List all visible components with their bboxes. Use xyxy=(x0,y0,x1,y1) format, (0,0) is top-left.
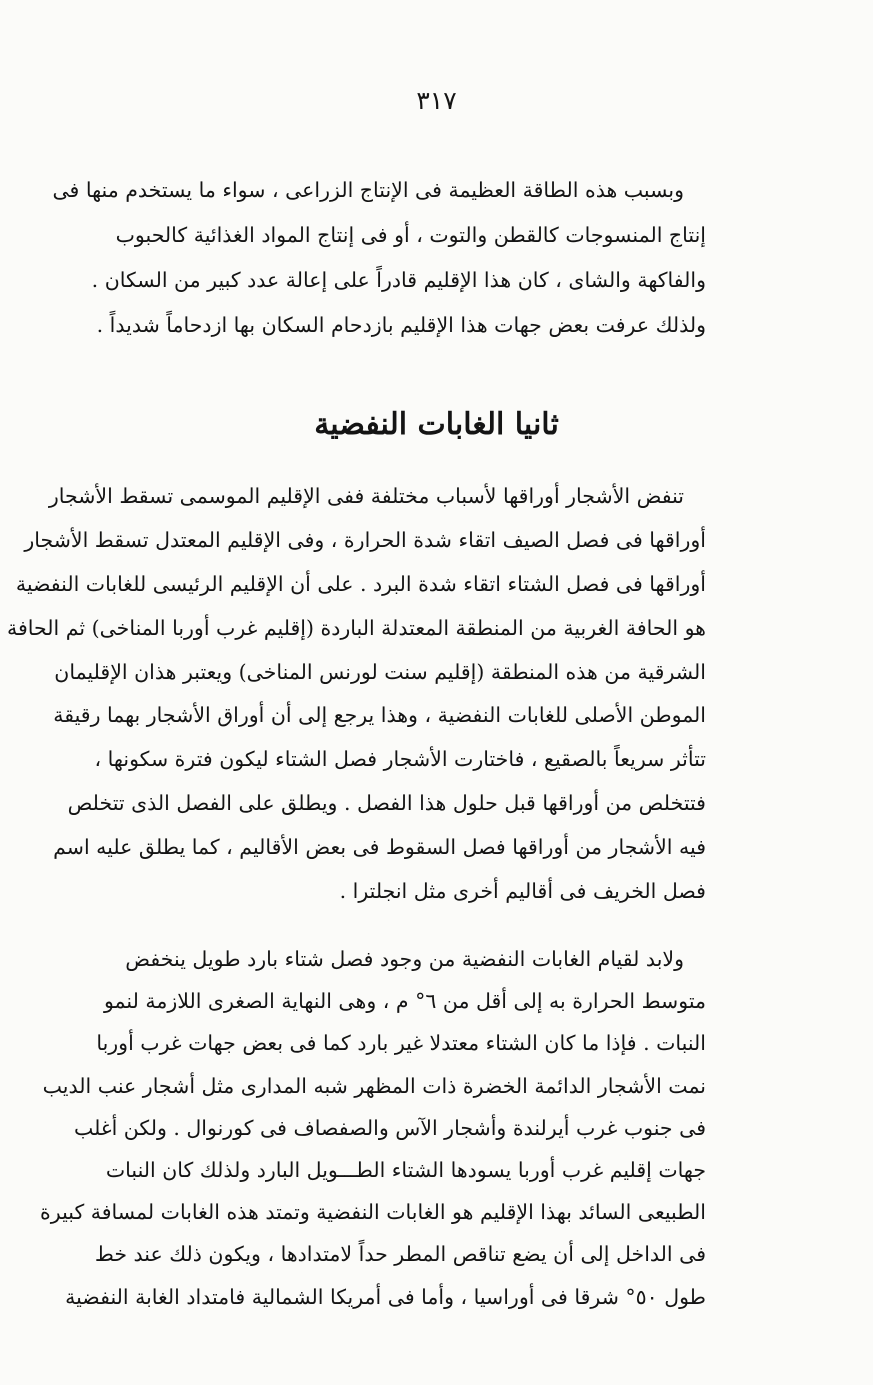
paragraph-2-line: الموطن الأصلى للغابات النفضية ، وهذا يرجع إلى أن أوراق الأشجار بهما رقيقة xyxy=(53,703,706,728)
paragraph-1-line: إنتاج المنسوجات كالقطن والتوت ، أو فى إنتاج المواد الغذائية كالحبوب xyxy=(115,223,706,247)
paragraph-2-line: تتأثر سريعاً بالصقيع ، فاختارت الأشجار فصل الشتاء ليكون فترة سكونها ، xyxy=(94,747,706,772)
paragraph-2 xyxy=(6,475,706,914)
paragraph-1 xyxy=(52,168,706,348)
paragraph-3-line: نمت الأشجار الدائمة الخضرة ذات المظهر شبه المدارى مثل أشجار عنب الديب xyxy=(42,1073,706,1098)
paragraph-3-line: النبات . فإذا ما كان الشتاء معتدلا غير بارد كما فى بعض جهات غرب أوربا xyxy=(96,1031,706,1056)
paragraph-2-line: فيه الأشجار من أوراقها فصل السقوط فى بعض الأقاليم ، كما يطلق عليه اسم xyxy=(53,835,706,860)
paragraph-3-line: فى جنوب غرب أيرلندة وأشجار الآس والصفصاف فى كورنوال . ولكن أغلب xyxy=(73,1115,706,1140)
paragraph-3-line: جهات إقليم غرب أوربا يسودها الشتاء الطـــويل البارد ولذلك كان النبات xyxy=(105,1157,706,1182)
paragraph-2-line: الشرقية من هذه المنطقة (إقليم سنت لورنس المناخى) ويعتبر هذان الإقليمان xyxy=(54,659,706,684)
paragraph-2-line: فتتخلص من أوراقها قبل حلول هذا الفصل . ويطلق على الفصل الذى تتخلص xyxy=(67,791,706,816)
paragraph-2-line: أوراقها فى فصل الشتاء اتقاء شدة البرد . على أن الإقليم الرئيسى للغابات النفضية xyxy=(15,571,706,596)
paragraph-3-line: ولابد لقيام الغابات النفضية من وجود فصل شتاء بارد طويل ينخفض xyxy=(125,947,684,971)
paragraph-2-line: هو الحافة الغربية من المنطقة المعتدلة الباردة (إقليم غرب أوربا المناخى) ثم الحافة xyxy=(6,615,706,640)
paragraph-2-line: أوراقها فى فصل الصيف اتقاء شدة الحرارة ، وفى الإقليم المعتدل تسقط الأشجار xyxy=(24,527,706,552)
paragraph-3 xyxy=(40,938,706,1318)
paragraph-3-line: فى الداخل إلى أن يضع تناقص المطر حداً لامتدادها ، ويكون ذلك عند خط xyxy=(94,1242,706,1267)
paragraph-3-line: الطبيعى السائد بهذا الإقليم هو الغابات النفضية وتمتد هذه الغابات لمسافة كبيرة xyxy=(40,1200,706,1225)
paragraph-1-line: والفاكهة والشاى ، كان هذا الإقليم قادراً على إعالة عدد كبير من السكان . xyxy=(91,268,706,292)
paragraph-3-line: متوسط الحرارة به إلى أقل من ٦° م ، وهى النهاية الصغرى اللازمة لنمو xyxy=(103,989,706,1014)
section-heading: ثانيا الغابات النفضية xyxy=(314,407,559,442)
paragraph-1-line: وبسبب هذه الطاقة العظيمة فى الإنتاج الزراعى ، سواء ما يستخدم منها فى xyxy=(52,178,684,202)
paragraph-3-line: طول ٥٠° شرقا فى أوراسيا ، وأما فى أمريكا الشمالية فامتداد الغابة النفضية xyxy=(65,1284,706,1309)
paragraph-2-line: فصل الخريف فى أقاليم أخرى مثل انجلترا . xyxy=(339,879,706,904)
paragraph-1-line: ولذلك عرفت بعض جهات هذا الإقليم بازدحام السكان بها ازدحاماً شديداً . xyxy=(96,313,706,337)
paragraph-2-line: تنفض الأشجار أوراقها لأسباب مختلفة ففى الإقليم الموسمى تسقط الأشجار xyxy=(48,484,684,508)
page-number: ٣١٧ xyxy=(416,86,457,115)
